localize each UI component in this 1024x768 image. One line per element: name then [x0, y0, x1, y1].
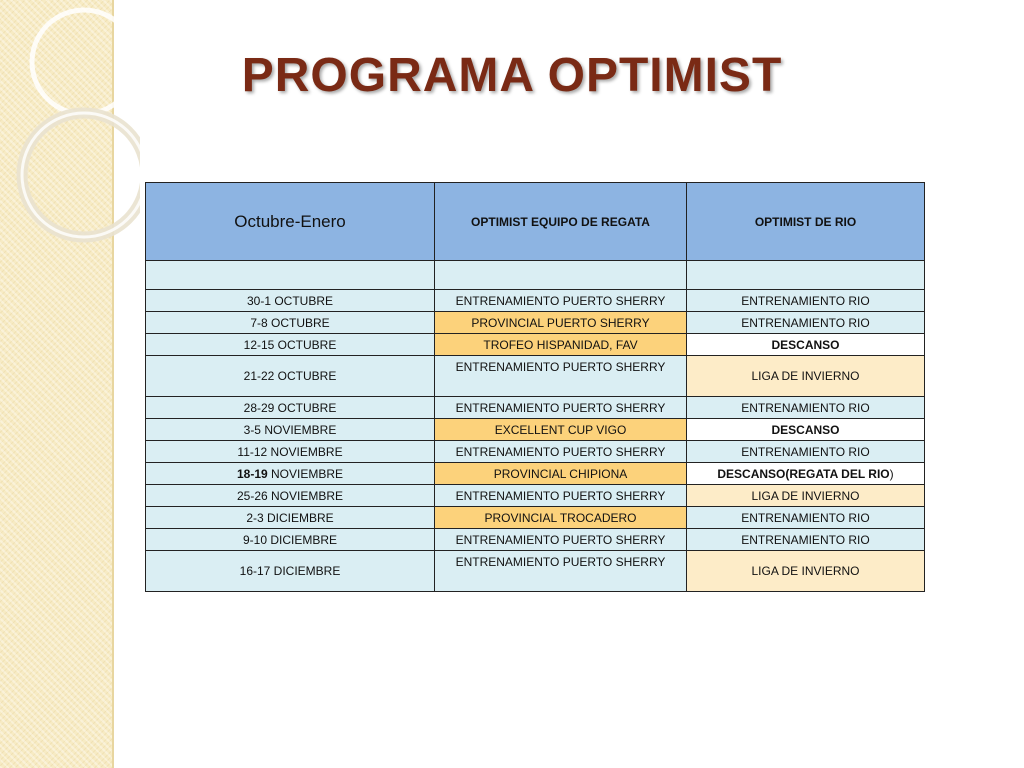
- header-optimist-rio: OPTIMIST DE RIO: [687, 183, 925, 261]
- table-row: [146, 551, 925, 592]
- decorative-rings: [0, 0, 140, 300]
- table-row: [146, 397, 925, 419]
- date-cell: 3-5 NOVIEMBRE: [146, 419, 435, 441]
- equipo-cell: ENTRENAMIENTO PUERTO SHERRY: [435, 290, 687, 312]
- date-cell: 11-12 NOVIEMBRE: [146, 441, 435, 463]
- table-row: [146, 419, 925, 441]
- table-row: [146, 463, 925, 485]
- rio-cell: ENTRENAMIENTO RIO: [687, 312, 925, 334]
- rio-cell: ENTRENAMIENTO RIO: [687, 290, 925, 312]
- table-row: [146, 507, 925, 529]
- equipo-cell: ENTRENAMIENTO PUERTO SHERRY: [435, 529, 687, 551]
- rio-cell: LIGA DE INVIERNO: [687, 356, 925, 397]
- table-row: [146, 529, 925, 551]
- equipo-cell: ENTRENAMIENTO PUERTO SHERRY: [435, 397, 687, 419]
- header-period: Octubre-Enero: [146, 183, 435, 261]
- rio-cell: ENTRENAMIENTO RIO: [687, 397, 925, 419]
- date-cell: 2-3 DICIEMBRE: [146, 507, 435, 529]
- table-row: [146, 356, 925, 397]
- equipo-cell: ENTRENAMIENTO PUERTO SHERRY: [435, 356, 687, 397]
- date-bold-part: 18-19: [236, 466, 268, 481]
- equipo-cell: TROFEO HISPANIDAD, FAV: [435, 334, 687, 356]
- date-cell: 7-8 OCTUBRE: [146, 312, 435, 334]
- date-cell: 30-1 OCTUBRE: [146, 290, 435, 312]
- rio-cell: ENTRENAMIENTO RIO: [687, 441, 925, 463]
- rio-cell: LIGA DE INVIERNO: [687, 485, 925, 507]
- date-cell: [146, 463, 435, 485]
- date-cell: 21-22 OCTUBRE: [146, 356, 435, 397]
- date-cell: 28-29 OCTUBRE: [146, 397, 435, 419]
- rio-rest-part: ): [889, 466, 894, 481]
- date-rest-part: NOVIEMBRE: [267, 466, 344, 481]
- equipo-cell: PROVINCIAL PUERTO SHERRY: [435, 312, 687, 334]
- table-row: [146, 334, 925, 356]
- equipo-cell: EXCELLENT CUP VIGO: [435, 419, 687, 441]
- equipo-cell: PROVINCIAL TROCADERO: [435, 507, 687, 529]
- table-row: [146, 441, 925, 463]
- rio-bold-part: DESCANSO(REGATA DEL RIO: [717, 466, 890, 481]
- table-header-row: [146, 183, 925, 261]
- schedule-table: [145, 182, 925, 592]
- rio-cell: LIGA DE INVIERNO: [687, 551, 925, 592]
- rio-cell: ENTRENAMIENTO RIO: [687, 529, 925, 551]
- date-cell: 12-15 OCTUBRE: [146, 334, 435, 356]
- rio-cell: ENTRENAMIENTO RIO: [687, 507, 925, 529]
- date-cell: 9-10 DICIEMBRE: [146, 529, 435, 551]
- table-row: [146, 485, 925, 507]
- equipo-cell: ENTRENAMIENTO PUERTO SHERRY: [435, 551, 687, 592]
- equipo-cell: ENTRENAMIENTO PUERTO SHERRY: [435, 441, 687, 463]
- rio-cell: DESCANSO: [687, 419, 925, 441]
- equipo-cell: PROVINCIAL CHIPIONA: [435, 463, 687, 485]
- header-equipo-regata: OPTIMIST EQUIPO DE REGATA: [435, 183, 687, 261]
- equipo-cell: ENTRENAMIENTO PUERTO SHERRY: [435, 485, 687, 507]
- page-title: PROGRAMA OPTIMIST: [241, 49, 783, 102]
- table-spacer-row: [146, 261, 925, 290]
- rio-cell: DESCANSO: [687, 334, 925, 356]
- date-cell: 16-17 DICIEMBRE: [146, 551, 435, 592]
- table-row: [146, 312, 925, 334]
- date-cell: 25-26 NOVIEMBRE: [146, 485, 435, 507]
- table-row: [146, 290, 925, 312]
- rio-cell: [687, 463, 925, 485]
